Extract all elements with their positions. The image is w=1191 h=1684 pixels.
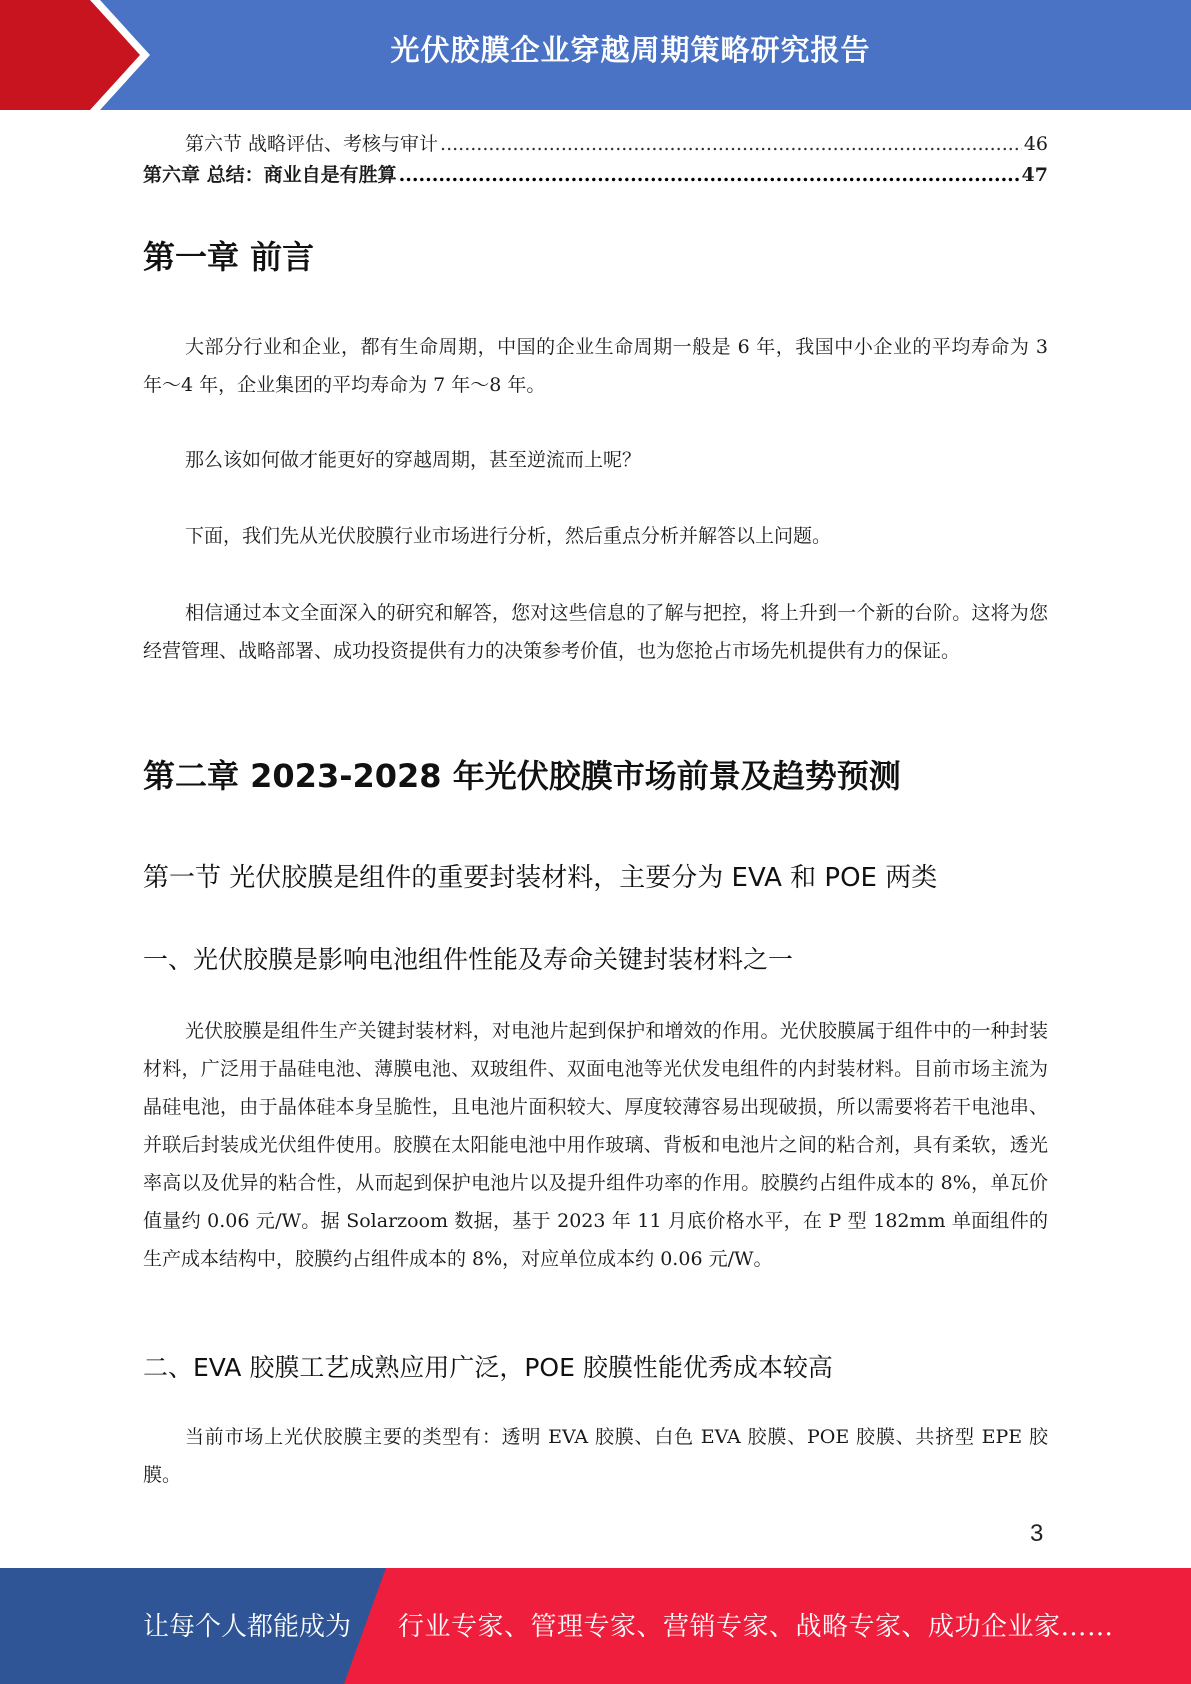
chapter-2-heading: 第二章 2023-2028 年光伏胶膜市场前景及趋势预测 xyxy=(143,757,901,795)
chapter-1-paragraph-4: 相信通过本文全面深入的研究和解答，您对这些信息的了解与把控，将上升到一个新的台阶。这将为您经营管理、战略部署、成功投资提供有力的决策参考价值，也为您抢占市场先机提供有力的保证。 xyxy=(143,602,1048,662)
toc-entry-page: 47 xyxy=(1021,164,1048,186)
footer-slogan-left: 让每个人都能成为 xyxy=(143,1612,352,1642)
toc-entry-label: 第六节 战略评估、考核与审计 xyxy=(185,133,439,155)
subsection-2-paragraph: 当前市场上光伏胶膜主要的类型有：透明 EVA 胶膜、白色 EVA 胶膜、POE 胶膜、共挤型 EPE 胶膜。 xyxy=(143,1426,1048,1486)
chapter-1-heading: 第一章 前言 xyxy=(143,238,315,276)
toc-entry-page: 46 xyxy=(1023,133,1048,155)
toc-leader-dots xyxy=(440,131,1022,157)
page-number: 3 xyxy=(1030,1520,1044,1547)
chapter-1-paragraph-2: 那么该如何做才能更好的穿越周期，甚至逆流而上呢？ xyxy=(185,449,642,471)
report-title: 光伏胶膜企业穿越周期策略研究报告 xyxy=(390,33,871,67)
footer-slogan-right: 行业专家、管理专家、营销专家、战略专家、成功企业家…… xyxy=(398,1612,1114,1642)
subsection-2-heading: 二、EVA 胶膜工艺成熟应用广泛，POE 胶膜性能优秀成本较高 xyxy=(143,1353,833,1382)
section-1-heading: 第一节 光伏胶膜是组件的重要封装材料，主要分为 EVA 和 POE 两类 xyxy=(143,863,938,893)
toc-entry-section-6[interactable] xyxy=(143,131,1048,157)
subsection-1-paragraph: 光伏胶膜是组件生产关键封装材料，对电池片起到保护和增效的作用。光伏胶膜属于组件中的一种封装材料，广泛用于晶硅电池、薄膜电池、双玻组件、双面电池等光伏发电组件的内封装材料。目前市场主流为晶硅电池，由于晶体硅本身呈脆性，且电池片面积较大、厚度较薄容易出现破损，所以需要将若干电池串、并联后封装成光伏组件使用。胶膜在太阳能电池中用作玻璃、背板和电池片之间的粘合剂，具有柔软，透光率高以及优异的粘合性，从而起到保护电池片以及提升组件功率的作用。胶膜约占组件成本的 8%，单瓦价值量约 0.06 元/W。据 Solarzoom 数据，基于 2023 年 11 月底价格水平，在 P 型 182mm 单面组件的生产成本结构中，胶膜约占组件成本的 8%，对应单位成本约 0.06 元/W。 xyxy=(143,1020,1048,1270)
toc-leader-dots xyxy=(399,162,1020,188)
toc-entry-chapter-6[interactable] xyxy=(143,162,1048,188)
page-header xyxy=(0,0,1191,110)
page-footer xyxy=(0,1568,1191,1684)
toc-entry-label: 第六章 总结：商业自是有胜算 xyxy=(143,164,397,186)
chapter-1-paragraph-1: 大部分行业和企业，都有生命周期，中国的企业生命周期一般是 6 年，我国中小企业的平均寿命为 3 年～4 年，企业集团的平均寿命为 7 年～8 年。 xyxy=(143,336,1048,396)
subsection-1-heading: 一、光伏胶膜是影响电池组件性能及寿命关键封装材料之一 xyxy=(143,945,794,974)
chapter-1-paragraph-3: 下面，我们先从光伏胶膜行业市场进行分析，然后重点分析并解答以上问题。 xyxy=(185,525,832,547)
